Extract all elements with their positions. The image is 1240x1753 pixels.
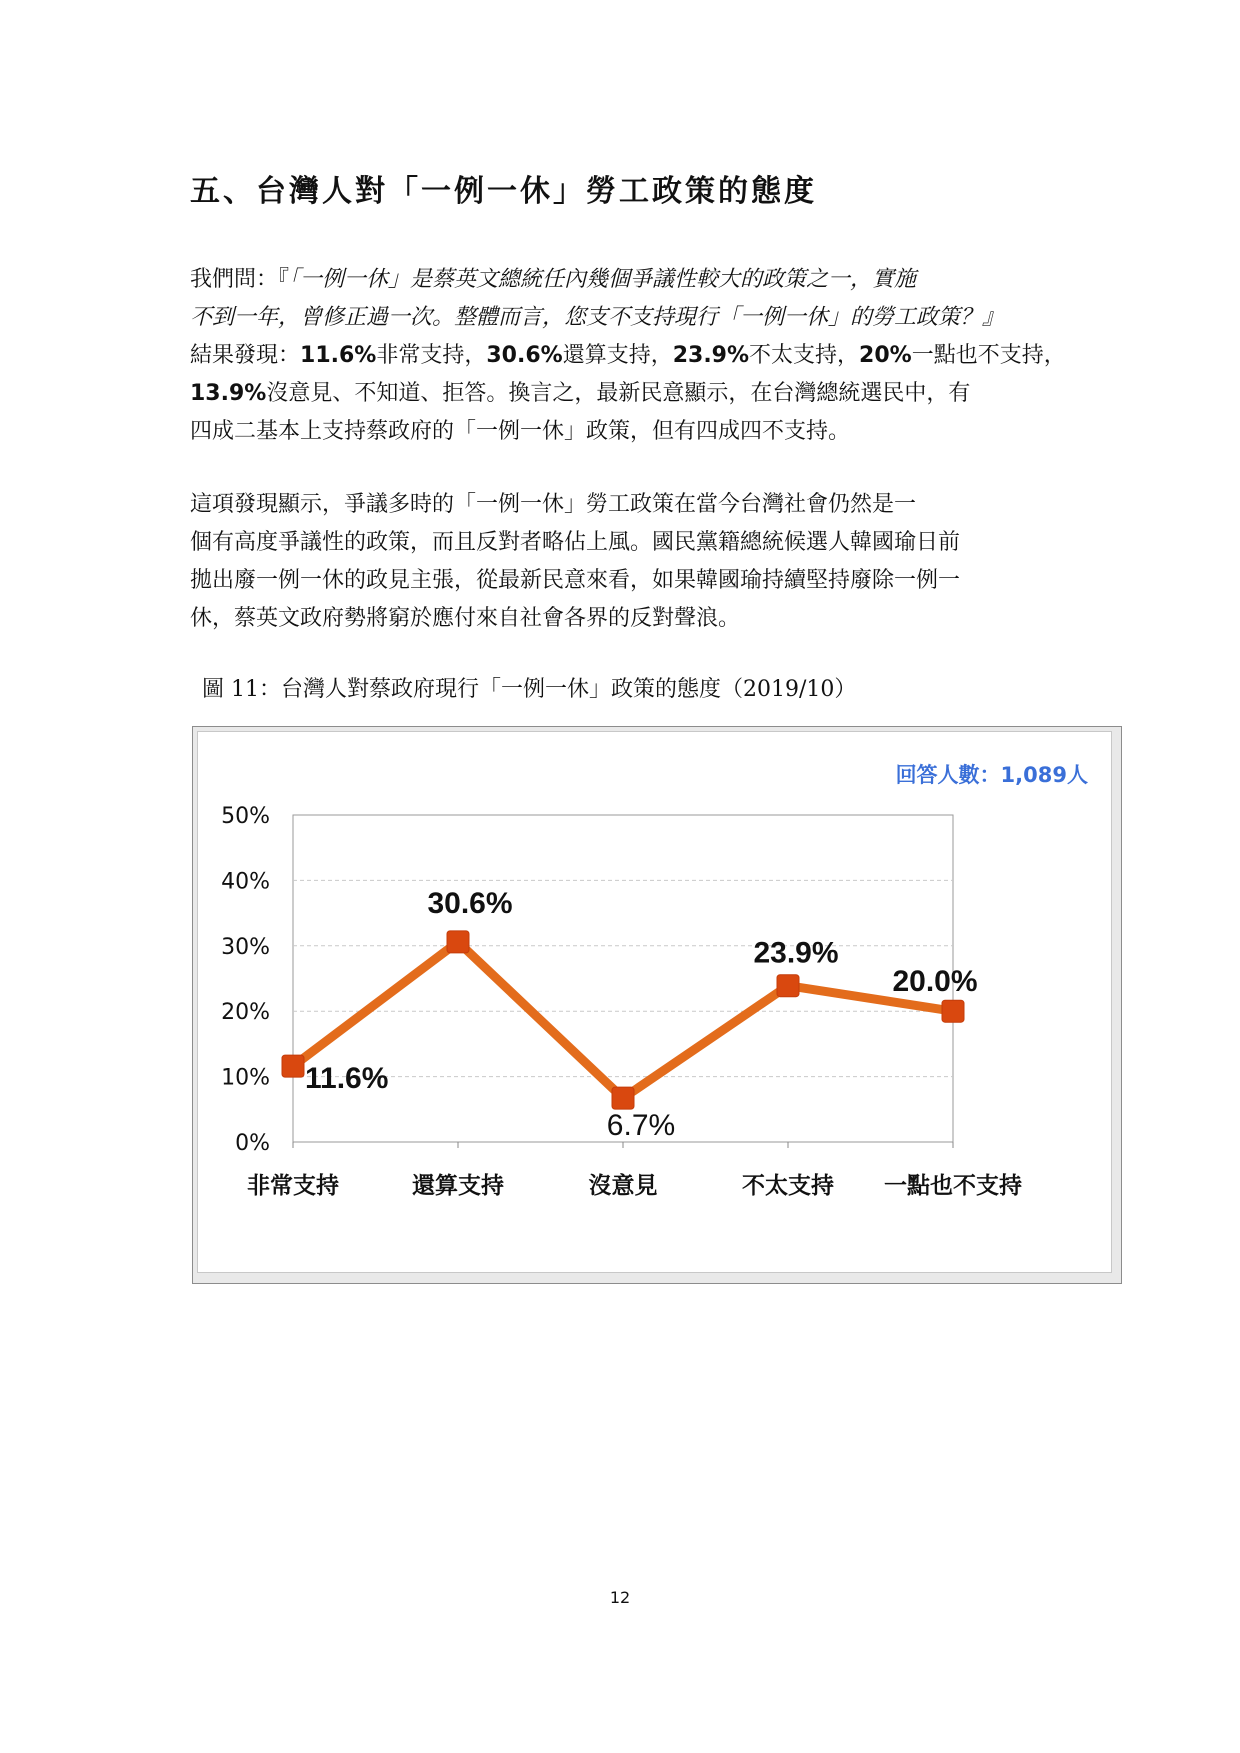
- para1-l3-f: 23.9%: [672, 343, 750, 368]
- para1-l3-g: 不太支持，: [749, 343, 860, 368]
- data-label: 11.6%: [305, 1062, 389, 1096]
- line-chart: [198, 732, 1111, 1272]
- para2-line1: 這項發現顯示，爭議多時的「一例一休」勞工政策在當今台灣社會仍然是一: [190, 492, 917, 517]
- category-label: 沒意見: [588, 1173, 658, 1199]
- y-tick-label: 30%: [221, 934, 270, 960]
- data-point-marker: [612, 1087, 634, 1109]
- data-point-marker: [777, 975, 799, 997]
- chart-frame: [192, 726, 1122, 1284]
- data-point-marker: [282, 1055, 304, 1077]
- para1-l3-c: 非常支持，: [376, 343, 487, 368]
- para1-line4: [190, 375, 1052, 413]
- para1-line5: 四成二基本上支持蔡政府的「一例一休」政策，但有四成四不支持。: [190, 419, 851, 444]
- category-label: 非常支持: [247, 1173, 339, 1199]
- y-tick-label: 0%: [235, 1131, 270, 1156]
- category-label: 還算支持: [412, 1173, 504, 1199]
- figure-caption: 圖 11：台灣人對蔡政府現行「一例一休」政策的態度（2019/10）: [202, 677, 857, 702]
- para2-line4: 休，蔡英文政府勢將窮於應付來自社會各界的反對聲浪。: [190, 606, 741, 631]
- y-tick-label: 40%: [221, 869, 270, 895]
- data-label: 23.9%: [753, 936, 839, 970]
- paragraph-analysis: [190, 486, 1052, 638]
- para1-line3: [190, 337, 1066, 375]
- data-label: 30.6%: [427, 886, 513, 920]
- category-label: 一點也不支持: [884, 1173, 1022, 1199]
- y-tick-label: 20%: [221, 1000, 270, 1026]
- data-label: 20.0%: [892, 965, 978, 999]
- para1-line1: [190, 261, 1052, 299]
- para1-l3-b: 11.6%: [300, 343, 377, 368]
- data-point-marker: [447, 931, 469, 953]
- para1-l3-d: 30.6%: [486, 343, 563, 368]
- para1-l4-a: 13.9%: [190, 381, 267, 406]
- para1-l3-a: 結果發現：: [190, 343, 301, 368]
- para1-line1-lead: 我們問：『: [190, 267, 290, 292]
- page-number: 12: [609, 1588, 631, 1607]
- respondents-note: 回答人數：1,089人: [895, 763, 1088, 787]
- para1-line1-quote: 「一例一休」是蔡英文總統任內幾個爭議性較大的政策之一，實施: [289, 267, 917, 292]
- y-tick-label: 50%: [221, 804, 270, 829]
- para1-l3-e: 還算支持，: [562, 343, 673, 368]
- section-heading: 五、台灣人對「一例一休」勞工政策的態度: [190, 174, 817, 209]
- data-label: 6.7%: [606, 1109, 676, 1143]
- para1-l3-i: 一點也不支持，: [911, 343, 1066, 368]
- y-tick-label: 10%: [221, 1065, 270, 1091]
- para2-line3: 拋出廢一例一休的政見主張，從最新民意來看，如果韓國瑜持續堅持廢除一例一: [190, 568, 961, 593]
- chart-area: [197, 731, 1112, 1273]
- para1-l4-b: 沒意見、不知道、拒答。換言之，最新民意顯示，在台灣總統選民中，有: [266, 381, 971, 406]
- para1-l3-h: 20%: [859, 343, 912, 368]
- data-point-marker: [942, 1000, 964, 1022]
- para2-line2: 個有高度爭議性的政策，而且反對者略佔上風。國民黨籍總統候選人韓國瑜日前: [190, 530, 961, 555]
- paragraph-question: [190, 261, 1066, 451]
- para1-line2: 不到一年，曾修正過一次。整體而言，您支不支持現行「一例一休」的勞工政策？』: [190, 305, 1005, 330]
- category-label: 不太支持: [742, 1173, 834, 1199]
